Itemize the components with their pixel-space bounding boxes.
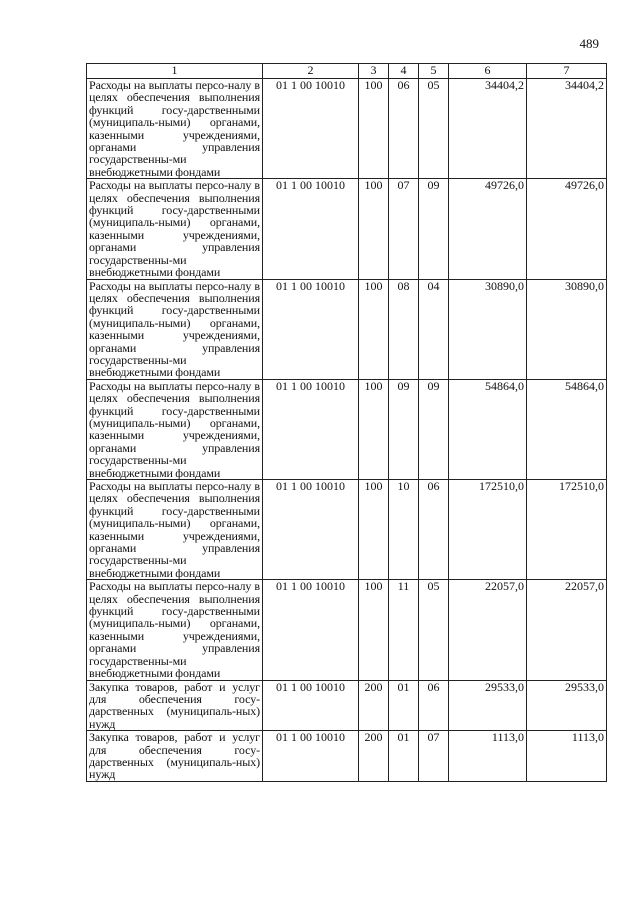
expense-type-cell: 100: [359, 279, 389, 379]
amount-cell: 30890,0: [449, 279, 527, 379]
amount-cell: 1113,0: [449, 731, 527, 782]
expense-type-cell: 100: [359, 480, 389, 580]
amount-cell: 1113,0: [527, 731, 607, 782]
code-cell: 01 1 00 10010: [263, 580, 359, 680]
column-header: 5: [419, 64, 449, 79]
column-header: 1: [87, 64, 263, 79]
subsection-cell: 04: [419, 279, 449, 379]
section-cell: 07: [389, 179, 419, 279]
section-cell: 01: [389, 731, 419, 782]
section-cell: 08: [389, 279, 419, 379]
amount-cell: 29533,0: [527, 680, 607, 731]
amount-cell: 30890,0: [527, 279, 607, 379]
description-cell: Расходы на выплаты персо-налу в целях обеспечения выполнения функций госу-дарственными (муниципаль-ными) органами, казенными учреждениями, органами управления государственны-ми внебюджетными фондами: [87, 580, 263, 680]
code-cell: 01 1 00 10010: [263, 279, 359, 379]
subsection-cell: 06: [419, 680, 449, 731]
column-header: 4: [389, 64, 419, 79]
description-cell: Расходы на выплаты персо-налу в целях обеспечения выполнения функций госу-дарственными (муниципаль-ными) органами, казенными учреждениями, органами управления государственны-ми внебюджетными фондами: [87, 379, 263, 479]
subsection-cell: 05: [419, 79, 449, 179]
description-cell: Расходы на выплаты персо-налу в целях обеспечения выполнения функций госу-дарственными (муниципаль-ными) органами, казенными учреждениями, органами управления государственны-ми внебюджетными фондами: [87, 179, 263, 279]
table-row: [87, 279, 607, 379]
code-cell: 01 1 00 10010: [263, 379, 359, 479]
subsection-cell: 09: [419, 379, 449, 479]
page-number: 489: [579, 36, 599, 51]
expense-type-cell: 200: [359, 731, 389, 782]
expense-type-cell: 100: [359, 179, 389, 279]
amount-cell: 54864,0: [527, 379, 607, 479]
amount-cell: 34404,2: [449, 79, 527, 179]
amount-cell: 172510,0: [449, 480, 527, 580]
section-cell: 11: [389, 580, 419, 680]
description-cell: Расходы на выплаты персо-налу в целях обеспечения выполнения функций госу-дарственными (муниципаль-ными) органами, казенными учреждениями, органами управления государственны-ми внебюджетными фондами: [87, 279, 263, 379]
table-row: [87, 79, 607, 179]
column-header: 3: [359, 64, 389, 79]
table-row: [87, 379, 607, 479]
code-cell: 01 1 00 10010: [263, 79, 359, 179]
expense-type-cell: 100: [359, 379, 389, 479]
description-cell: Расходы на выплаты персо-налу в целях обеспечения выполнения функций госу-дарственными (муниципаль-ными) органами, казенными учреждениями, органами управления государственны-ми внебюджетными фондами: [87, 480, 263, 580]
column-header: 2: [263, 64, 359, 79]
amount-cell: 54864,0: [449, 379, 527, 479]
subsection-cell: 06: [419, 480, 449, 580]
amount-cell: 172510,0: [527, 480, 607, 580]
expense-type-cell: 200: [359, 680, 389, 731]
table-body: [87, 79, 607, 782]
amount-cell: 22057,0: [527, 580, 607, 680]
expense-type-cell: 100: [359, 79, 389, 179]
code-cell: 01 1 00 10010: [263, 179, 359, 279]
table-row: [87, 731, 607, 782]
column-header: 7: [527, 64, 607, 79]
amount-cell: 29533,0: [449, 680, 527, 731]
table-row: [87, 480, 607, 580]
section-cell: 09: [389, 379, 419, 479]
subsection-cell: 05: [419, 580, 449, 680]
column-header: 6: [449, 64, 527, 79]
table-row: [87, 580, 607, 680]
section-cell: 01: [389, 680, 419, 731]
code-cell: 01 1 00 10010: [263, 731, 359, 782]
table-row: [87, 680, 607, 731]
amount-cell: 49726,0: [449, 179, 527, 279]
subsection-cell: 09: [419, 179, 449, 279]
code-cell: 01 1 00 10010: [263, 480, 359, 580]
section-cell: 06: [389, 79, 419, 179]
budget-table: [86, 63, 607, 782]
subsection-cell: 07: [419, 731, 449, 782]
section-cell: 10: [389, 480, 419, 580]
description-cell: Закупка товаров, работ и услуг для обеспечения госу-дарственных (муниципаль-ных) нужд: [87, 680, 263, 731]
amount-cell: 22057,0: [449, 580, 527, 680]
amount-cell: 49726,0: [527, 179, 607, 279]
description-cell: Закупка товаров, работ и услуг для обеспечения госу-дарственных (муниципаль-ных) нужд: [87, 731, 263, 782]
code-cell: 01 1 00 10010: [263, 680, 359, 731]
description-cell: Расходы на выплаты персо-налу в целях обеспечения выполнения функций госу-дарственными (муниципаль-ными) органами, казенными учреждениями, органами управления государственны-ми внебюджетными фондами: [87, 79, 263, 179]
table-row: [87, 179, 607, 279]
expense-type-cell: 100: [359, 580, 389, 680]
table-header-row: [87, 64, 607, 79]
amount-cell: 34404,2: [527, 79, 607, 179]
